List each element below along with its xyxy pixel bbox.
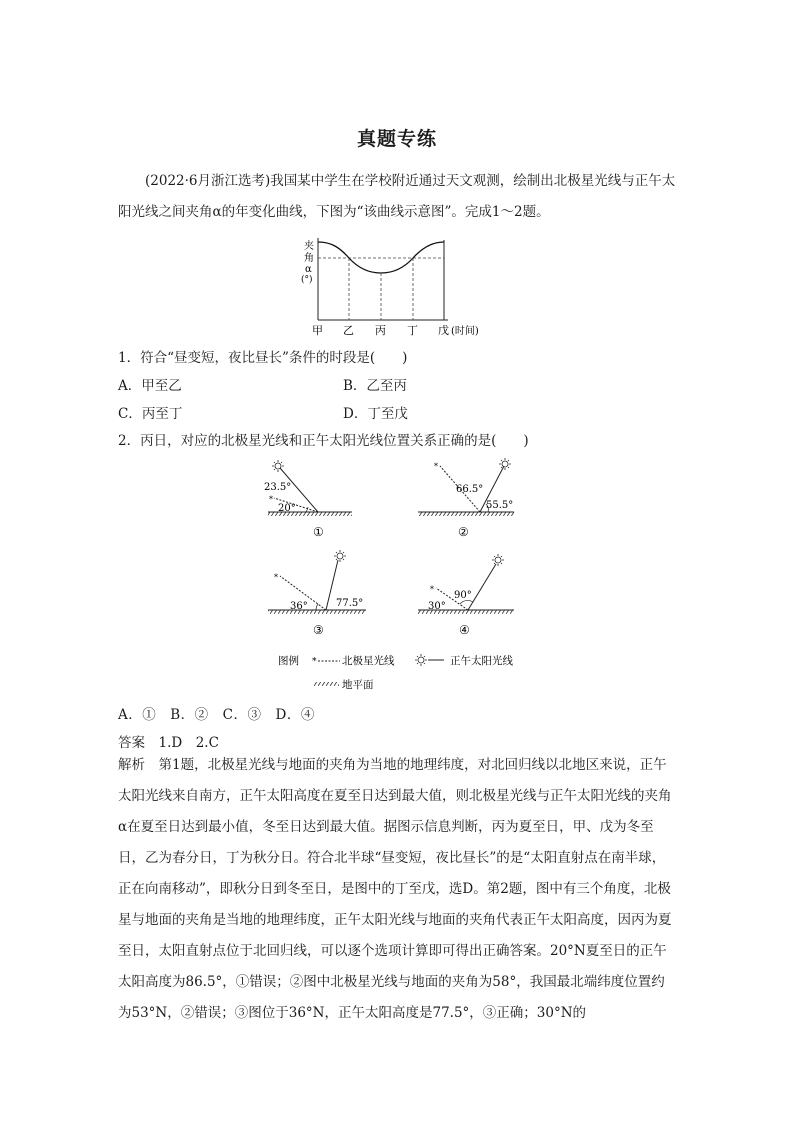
ground [418,512,514,516]
panel-4-angle-1: 30° [428,601,446,612]
sun-icon [492,554,504,566]
panel-1-number: ① [313,525,324,539]
legend-sun-icon [415,654,427,666]
y-label-1: 夹 [304,241,314,252]
panel-3-number: ③ [313,623,324,637]
panel-4-number: ④ [459,623,470,637]
legend [278,654,513,691]
q1-option-a[interactable]: A．甲至乙 [118,378,182,394]
alpha-curve [318,242,444,273]
panel-1-angle-1: 23.5° [264,482,292,493]
page-title: 真题专练 [356,128,437,150]
panel-4-angle-2: 90° [454,590,472,601]
star-icon: * [274,573,278,582]
question-2-stem: 2．丙日，对应的北极星光线和正午太阳光线位置关系正确的是( ) [118,433,529,449]
q1-option-b[interactable]: B．乙至丙 [343,378,407,394]
legend-ground-label: 地平面 [342,679,374,691]
star-icon: * [430,585,434,594]
panel-2-angle-2: 55.5° [486,500,514,511]
panel-3 [268,550,366,637]
panel-4 [418,554,514,637]
panel-3-angle-2: 77.5° [336,598,364,609]
x-label-ding: 丁 [407,324,418,337]
panel-1 [264,460,352,539]
question-1-stem: 1．符合“昼变短，夜比昼长”条件的时段是( ) [118,350,408,366]
q1-option-c[interactable]: C．丙至丁 [118,406,183,422]
star-icon: * [269,495,273,504]
sun-icon [334,550,346,562]
panel-1-angle-2: 20° [278,503,296,514]
x-label-wu: 戊 [438,324,449,337]
panel-3-angle-1: 36° [290,601,308,612]
panel-2-number: ② [458,525,469,539]
legend-star-icon: * [312,657,317,667]
q2-options[interactable]: A．① B．② C．③ D．④ [118,707,315,723]
arc [306,507,308,512]
panel-2 [418,458,514,539]
x-label-jia: 甲 [312,324,323,337]
x-unit: (时间) [451,326,479,337]
analysis-paragraph: 解析 第1题，北极星光线与地面的夹角为当地的地理纬度，对北回归线以北地区来说，正午太阳光线来自南方，正午太阳高度在夏至日达到最大值，则北极星光线与正午太阳光线的夹角α在夏至日达到最小值，冬至日达到最大值。据图示信息判断，丙为夏至日，甲、戊为冬至日，乙为春分日，丁为秋分日。符合北半球“昼变短，夜比昼长”的是“太阳直射点在南半球，正在向南移动”，即秋分日到冬至日，是图中的丁至戊，选D。第2题，图中有三个角度，北极星与地面的夹角是当地的地理纬度，正午太阳光线与地面的夹角代表正午太阳高度，因丙为夏至日，太阳直射点位于北回归线，可以逐个选项计算即可得出正确答案。20°N夏至日的正午太阳高度为86.5°，①错误；②图中北极星光线与地面的夹角为58°，我国最北端纬度位置约为53°N，②错误；③图位于36°N，正午太阳高度是77.5°，③正确；30°N的 [118,757,672,1021]
legend-sun-label: 正午太阳光线 [450,655,513,667]
sun-icon [499,458,511,470]
light-angle-figure [258,452,538,696]
legend-title: 图例 [278,655,299,667]
legend-ground-icon [313,682,339,686]
x-label-bing: 丙 [375,324,386,337]
panel-2-angle-1: 66.5° [456,484,484,495]
arc [316,604,318,610]
y-label-2: 角 [304,253,314,264]
answer-line: 答案 1.D 2.C [118,735,219,751]
star-icon: * [434,462,438,471]
x-label-yi: 乙 [343,324,354,337]
legend-star-label: 北极星光线 [342,655,395,667]
angle-curve-figure [296,236,496,340]
y-label-4: (°) [301,275,313,285]
sun-ray [468,564,496,610]
y-label-3: α [305,264,312,275]
ground [268,610,366,614]
q1-option-d[interactable]: D．丁至戊 [343,406,408,422]
intro-paragraph: (2022·6月浙江选考)我国某中学生在学校附近通过天文观测，绘制出北极星光线与正午太阳光线之间夹角α的年变化曲线，下图为“该曲线示意图”。完成1～2题。 [118,173,676,220]
